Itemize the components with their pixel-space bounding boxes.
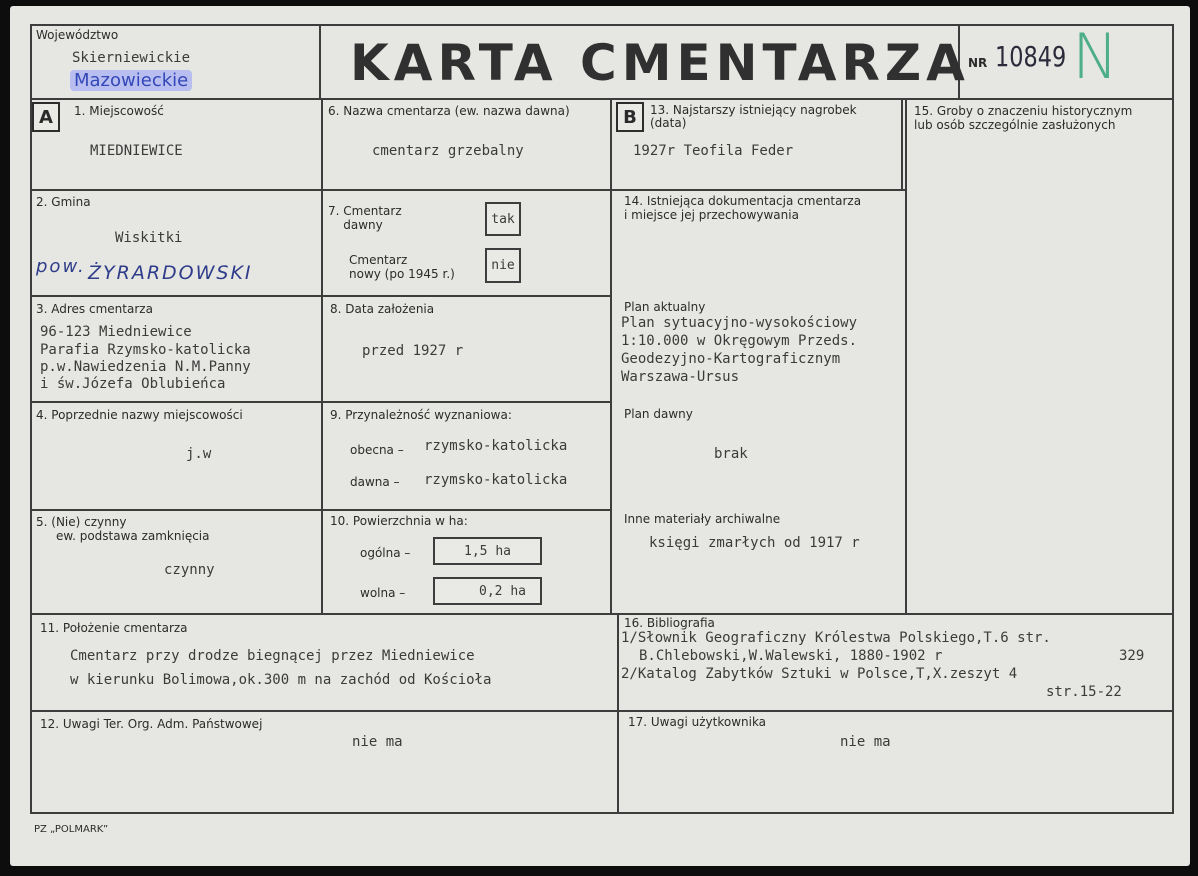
field-4-label: 4. Poprzednie nazwy miejscowości — [36, 408, 243, 422]
field-6-value: cmentarz grzebalny — [372, 143, 524, 159]
field-1-value: MIEDNIEWICE — [90, 143, 183, 159]
wojewodztwo-value: Skierniewickie — [72, 50, 191, 66]
field-16-line-3: 2/Katalog Zabytków Sztuki w Polsce,T,X.zeszyt 4 — [621, 666, 1018, 682]
cemetery-card — [10, 6, 1190, 866]
field-5-value: czynny — [164, 562, 215, 578]
field-3-line-1: 96-123 Miedniewice — [40, 324, 192, 340]
field-6-label: 6. Nazwa cmentarza (ew. nazwa dawna) — [328, 104, 570, 118]
field-5-label-2: ew. podstawa zamknięcia — [56, 529, 210, 543]
nr-value: 10849 — [995, 40, 1067, 73]
field-9-obecna-label: obecna – — [350, 443, 404, 457]
field-3-line-3: p.w.Nawiedzenia N.M.Panny — [40, 359, 251, 375]
field-14-plan-line-3: Geodezyjno-Kartograficznym — [621, 351, 841, 367]
field-14-plan-line-2: 1:10.000 w Okręgowym Przeds. — [621, 333, 858, 349]
nr-mark: N — [1072, 20, 1119, 93]
field-14-inne-value: księgi zmarłych od 1917 r — [649, 535, 860, 551]
field-17-value: nie ma — [840, 734, 891, 750]
field-11-label: 11. Położenie cmentarza — [40, 621, 188, 635]
field-1-label: 1. Miejscowość — [74, 104, 164, 118]
field-14-plan-line-4: Warszawa-Ursus — [621, 369, 740, 385]
field-12-value: nie ma — [352, 734, 403, 750]
nr-label: NR — [968, 56, 988, 70]
field-16-line-1: 1/Słownik Geograficzny Królestwa Polskiego,T.6 str. — [621, 630, 1051, 646]
card-title: KARTA CMENTARZA — [350, 34, 970, 92]
field-11-line-2: w kierunku Bolimowa,ok.300 m na zachód od Kościoła — [70, 672, 492, 688]
field-11-line-1: Cmentarz przy drodze biegnącej przez Miedniewice — [70, 648, 475, 664]
field-10-wolna-label: wolna – — [360, 586, 406, 600]
field-8-label: 8. Data założenia — [330, 302, 435, 316]
field-7-new-box: nie — [485, 248, 521, 283]
field-2-powiat-value: ŻYRARDOWSKI — [88, 262, 253, 284]
field-14-plan-dawny-value: brak — [714, 446, 748, 462]
field-9-dawna-label: dawna – — [350, 475, 400, 489]
field-3-line-4: i św.Józefa Oblubieńca — [40, 376, 226, 392]
field-3-line-2: Parafia Rzymsko-katolicka — [40, 342, 251, 358]
field-16-line-2: B.Chlebowski,W.Walewski, 1880-1902 r — [639, 648, 943, 664]
field-14-inne-label: Inne materiały archiwalne — [624, 512, 781, 526]
field-13-value: 1927r Teofila Feder — [633, 143, 794, 159]
field-7-new-label: Cmentarz nowy (po 1945 r.) — [349, 253, 455, 281]
field-3-label: 3. Adres cmentarza — [36, 302, 153, 316]
field-5-label-1: 5. (Nie) czynny — [36, 515, 127, 529]
printer-imprint: PZ „POLMARK” — [34, 824, 109, 835]
field-14-label: 14. Istniejąca dokumentacja cmentarza i miejsce jej przechowywania — [624, 194, 862, 222]
field-10-ogolna-box: 1,5 ha — [433, 537, 542, 565]
field-8-value: przed 1927 r — [362, 343, 464, 359]
wojewodztwo-stamp: Mazowieckie — [70, 70, 192, 91]
field-13-label: 13. Najstarszy istniejący nagrobek (data) — [650, 103, 857, 130]
section-b-box: B — [616, 102, 644, 132]
field-2-label: 2. Gmina — [36, 195, 91, 209]
field-2-powiat-prefix: pow. — [36, 256, 86, 277]
field-15-label: 15. Groby o znaczeniu historycznym lub osób szczególnie zasłużonych — [914, 104, 1133, 132]
field-9-obecna-value: rzymsko-katolicka — [424, 438, 568, 454]
field-10-wolna-box: 0,2 ha — [433, 577, 542, 605]
field-17-label: 17. Uwagi użytkownika — [628, 715, 767, 729]
section-a-box: A — [32, 102, 60, 132]
field-10-ogolna-label: ogólna – — [360, 546, 411, 560]
field-10-label: 10. Powierzchnia w ha: — [330, 514, 468, 528]
field-9-label: 9. Przynależność wyznaniowa: — [330, 408, 512, 422]
field-7-old-label: 7. Cmentarz dawny — [328, 204, 402, 232]
field-16-label: 16. Bibliografia — [624, 616, 715, 630]
field-14-plan-aktualny-label: Plan aktualny — [624, 300, 706, 314]
field-14-cell — [610, 189, 907, 615]
field-4-value: j.w — [186, 446, 212, 462]
wojewodztwo-label: Województwo — [36, 28, 119, 42]
field-16-line-4: str.15-22 — [1046, 684, 1122, 700]
field-15-cell — [905, 98, 1174, 615]
field-2-value: Wiskitki — [115, 230, 183, 246]
field-14-plan-line-1: Plan sytuacyjno-wysokościowy — [621, 315, 858, 331]
field-12-label: 12. Uwagi Ter. Org. Adm. Państwowej — [40, 717, 263, 731]
field-7-old-box: tak — [485, 202, 521, 236]
field-9-dawna-value: rzymsko-katolicka — [424, 472, 568, 488]
field-14-plan-dawny-label: Plan dawny — [624, 407, 693, 421]
field-16-line-2-page: 329 — [1119, 648, 1145, 664]
